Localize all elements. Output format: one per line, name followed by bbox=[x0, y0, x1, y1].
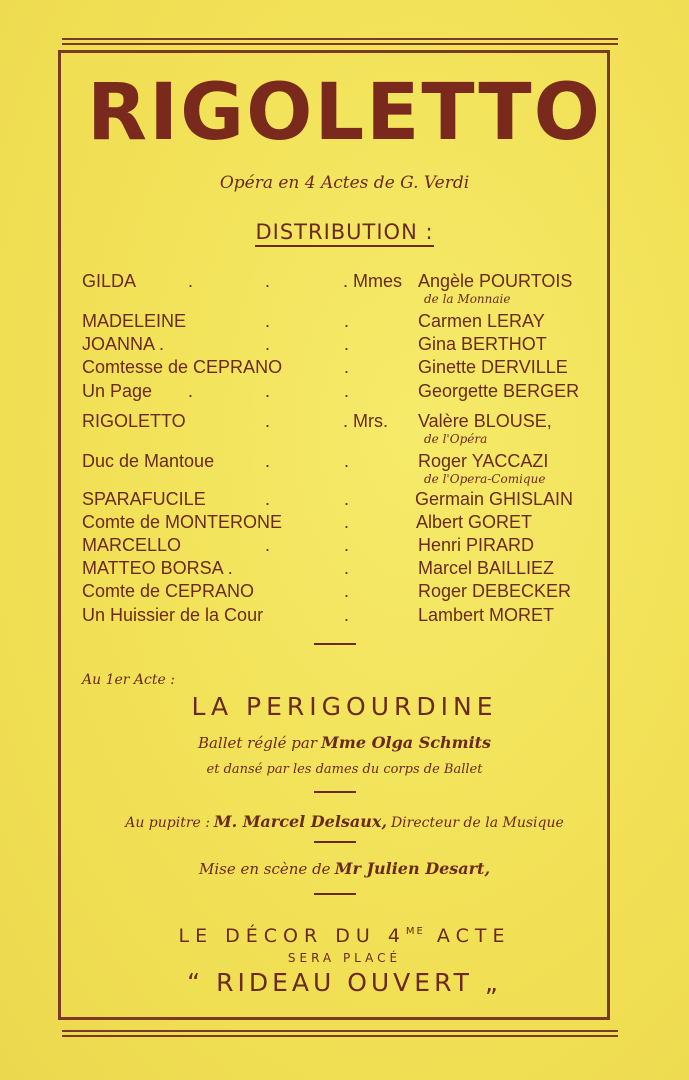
cast-artist: Angèle POURTOIS bbox=[418, 271, 573, 291]
leader-dot: . bbox=[344, 558, 350, 578]
conductor-name: M. Marcel Delsaux, bbox=[213, 812, 388, 831]
cast-role: Comte de MONTERONE bbox=[82, 512, 283, 532]
cast-row bbox=[82, 271, 602, 293]
cast-prefix: . Mrs. bbox=[343, 411, 388, 431]
leader-dot: . bbox=[344, 357, 350, 377]
section-separator bbox=[314, 643, 356, 645]
decor-line-1 bbox=[0, 925, 689, 947]
act1-label: Au 1er Acte : bbox=[82, 672, 175, 688]
leader-dot: . bbox=[188, 381, 194, 401]
leader-dot: . bbox=[344, 512, 350, 532]
leader-dot: . bbox=[188, 271, 194, 291]
leader-dot: . bbox=[344, 451, 350, 471]
cast-row bbox=[82, 581, 602, 603]
conductor-title: Directeur de la Musique bbox=[390, 815, 564, 831]
leader-dot: . bbox=[344, 581, 350, 601]
section-separator bbox=[314, 841, 356, 843]
cast-artist: Gina BERTHOT bbox=[418, 334, 547, 354]
leader-dot: . bbox=[265, 451, 271, 471]
cast-role: GILDA bbox=[82, 271, 137, 291]
leader-dot: . bbox=[344, 535, 350, 555]
ballet-title: LA PERIGOURDINE bbox=[191, 692, 498, 721]
decor-line-3: “ RIDEAU OUVERT „ bbox=[187, 968, 502, 997]
leader-dot: . bbox=[344, 311, 350, 331]
cast-role: MADELEINE bbox=[82, 311, 187, 331]
choreographer-name: Mme Olga Schmits bbox=[321, 733, 492, 752]
conductor-label: Au pupitre : bbox=[125, 815, 210, 831]
section-separator bbox=[314, 791, 356, 793]
cast-row bbox=[82, 605, 602, 627]
cast-role: RIGOLETTO bbox=[82, 411, 186, 431]
cast-note: de la Monnaie bbox=[424, 292, 511, 306]
conductor-line bbox=[0, 812, 689, 831]
decor-line-1-a: LE DÉCOR DU 4 bbox=[178, 925, 406, 947]
bottom-double-rule-2 bbox=[62, 1035, 618, 1037]
decor-line-2: SERA PLACÉ bbox=[287, 951, 402, 965]
decor-line-1-b: ACTE bbox=[436, 925, 511, 947]
cast-note: de l'Opéra bbox=[424, 432, 488, 446]
director-label: Mise en scène de bbox=[198, 860, 331, 878]
ballet-credit-text: Ballet réglé par bbox=[197, 734, 317, 752]
cast-role: Comte de CEPRANO bbox=[82, 581, 255, 601]
cast-row bbox=[82, 489, 602, 511]
cast-row bbox=[82, 357, 602, 379]
cast-row bbox=[82, 381, 602, 403]
cast-row bbox=[82, 451, 602, 473]
section-separator bbox=[314, 893, 356, 895]
leader-dot: . bbox=[265, 535, 271, 555]
leader-dot: . bbox=[265, 489, 271, 509]
ballet-line-1 bbox=[0, 733, 689, 752]
cast-artist: Valère BLOUSE, bbox=[418, 411, 552, 431]
cast-artist: Henri PIRARD bbox=[418, 535, 535, 555]
cast-role: Un Huissier de la Cour bbox=[82, 605, 264, 625]
cast-artist: Marcel BAILLIEZ bbox=[418, 558, 555, 578]
cast-row bbox=[82, 535, 602, 557]
director-name: Mr Julien Desart, bbox=[334, 859, 491, 878]
opera-title: RIGOLETTO bbox=[87, 68, 602, 158]
leader-dot: . bbox=[344, 605, 350, 625]
cast-row bbox=[82, 311, 602, 333]
cast-role: Comtesse de CEPRANO bbox=[82, 357, 283, 377]
cast-artist: Germain GHISLAIN bbox=[415, 489, 574, 509]
cast-artist: Roger DEBECKER bbox=[418, 581, 572, 601]
cast-artist: Carmen LERAY bbox=[418, 311, 545, 331]
cast-artist: Albert GORET bbox=[416, 512, 533, 532]
top-double-rule-1 bbox=[62, 38, 618, 40]
cast-artist: Ginette DERVILLE bbox=[418, 357, 568, 377]
director-line bbox=[0, 859, 689, 878]
leader-dot: . bbox=[265, 381, 271, 401]
leader-dot: . bbox=[265, 271, 271, 291]
leader-dot: . bbox=[344, 334, 350, 354]
cast-row bbox=[82, 411, 602, 433]
cast-artist: Georgette BERGER bbox=[418, 381, 580, 401]
distribution-heading bbox=[0, 220, 689, 244]
bottom-double-rule-1 bbox=[62, 1030, 618, 1032]
top-double-rule-2 bbox=[62, 43, 618, 45]
cast-role: MATTEO BORSA . bbox=[82, 558, 233, 578]
leader-dot: . bbox=[265, 411, 271, 431]
cast-row bbox=[82, 334, 602, 356]
leader-dot: . bbox=[265, 334, 271, 354]
leader-dot: . bbox=[265, 311, 271, 331]
decor-line-1-sup: ME bbox=[405, 926, 425, 937]
cast-artist: Roger YACCAZI bbox=[418, 451, 549, 471]
cast-role: Duc de Mantoue bbox=[82, 451, 215, 471]
cast-note: de l'Opera-Comique bbox=[424, 472, 546, 486]
leader-dot: . bbox=[344, 381, 350, 401]
cast-role: JOANNA . bbox=[82, 334, 165, 354]
cast-role: MARCELLO bbox=[82, 535, 182, 555]
cast-row bbox=[82, 558, 602, 580]
leader-dot: . bbox=[344, 489, 350, 509]
opera-subtitle: Opéra en 4 Actes de G. Verdi bbox=[219, 173, 470, 193]
cast-row bbox=[82, 512, 602, 534]
cast-artist: Lambert MORET bbox=[418, 605, 555, 625]
distribution-heading-text: DISTRIBUTION : bbox=[255, 220, 433, 247]
cast-role: Un Page bbox=[82, 381, 153, 401]
ballet-line-2: et dansé par les dames du corps de Ballet bbox=[206, 762, 483, 777]
cast-role: SPARAFUCILE bbox=[82, 489, 206, 509]
cast-prefix: . Mmes bbox=[343, 271, 403, 291]
